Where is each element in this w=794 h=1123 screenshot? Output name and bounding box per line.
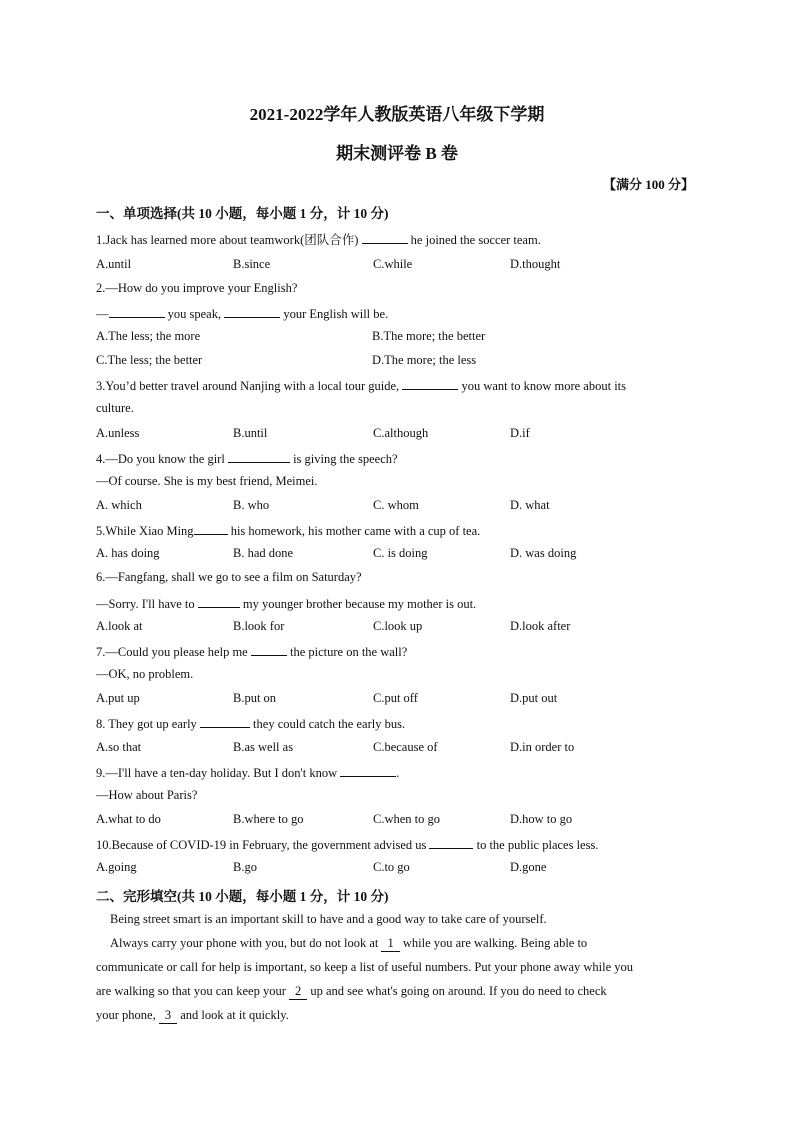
option-b: B. had done	[233, 546, 294, 560]
cloze-paragraph-2-line-4: your phone, 3 and look at it quickly.	[96, 1008, 289, 1022]
question-3-options	[96, 426, 696, 444]
question-2-options-row-1	[96, 329, 696, 347]
cloze-blank-3: 3	[159, 1008, 177, 1024]
option-a: A. which	[96, 498, 142, 512]
option-c: C.to go	[373, 860, 410, 874]
option-d: D. was doing	[510, 546, 577, 560]
option-d: D. what	[510, 498, 550, 512]
question-8: 8. They got up early they could catch the early bus.	[96, 717, 406, 731]
option-b: B.look for	[233, 619, 285, 633]
option-a: A.put up	[96, 691, 140, 705]
question-4-options	[96, 498, 696, 516]
cloze-blank-1: 1	[381, 936, 399, 952]
question-9: 9.—I'll have a ten-day holiday. But I don't know .	[96, 766, 400, 780]
question-4-reply: —Of course. She is my best friend, Meimei.	[96, 474, 318, 488]
answer-blank	[340, 764, 396, 777]
question-9-reply: —How about Paris?	[96, 788, 198, 802]
answer-blank	[228, 450, 290, 463]
option-d: D.how to go	[510, 812, 573, 826]
option-a: A.going	[96, 860, 137, 874]
question-6-line-2: —Sorry. I'll have to my younger brother because my mother is out.	[96, 597, 477, 611]
question-6-options	[96, 619, 696, 637]
option-d: D.thought	[510, 257, 561, 271]
cloze-paragraph-2-line-2: communicate or call for help is important, so keep a list of useful numbers. Put your phone away while you	[96, 960, 634, 974]
question-10-options	[96, 860, 696, 878]
exam-subtitle: 期末测评卷 B 卷	[336, 144, 458, 163]
option-d: D.in order to	[510, 740, 575, 754]
answer-blank	[224, 305, 280, 318]
answer-blank	[194, 522, 228, 535]
option-d: D.gone	[510, 860, 547, 874]
cloze-paragraph-2-line-3: are walking so that you can keep your 2 up and see what's going on around. If you do need to check	[96, 984, 607, 998]
question-3: 3.You’d better travel around Nanjing with a local tour guide, you want to know more about its	[96, 379, 627, 393]
answer-blank	[109, 305, 165, 318]
answer-blank	[429, 836, 473, 849]
section-heading-cloze: 二、完形填空(共 10 小题，每小题 1 分，计 10 分)	[96, 889, 389, 904]
question-2: 2.—How do you improve your English?	[96, 281, 298, 295]
option-b: B.The more; the better	[372, 329, 486, 343]
option-a: A.unless	[96, 426, 140, 440]
question-7-options	[96, 691, 696, 709]
option-b: B. who	[233, 498, 270, 512]
option-d: D.look after	[510, 619, 571, 633]
option-d: D.The more; the less	[372, 353, 477, 367]
option-c: C.look up	[373, 619, 423, 633]
answer-blank	[200, 715, 250, 728]
option-c: C.because of	[373, 740, 438, 754]
option-a: A.The less; the more	[96, 329, 201, 343]
option-a: A.so that	[96, 740, 142, 754]
answer-blank	[362, 231, 408, 244]
option-d: D.put out	[510, 691, 558, 705]
question-7-reply: —OK, no problem.	[96, 667, 194, 681]
option-b: B.as well as	[233, 740, 294, 754]
question-2-line-2: — you speak, your English will be.	[96, 307, 389, 321]
option-a: A.what to do	[96, 812, 161, 826]
answer-blank	[198, 595, 240, 608]
question-9-options	[96, 812, 696, 830]
option-b: B.put on	[233, 691, 277, 705]
cloze-paragraph-2-line-1: Always carry your phone with you, but do not look at 1 while you are walking. Being able to	[110, 936, 588, 950]
option-b: B.since	[233, 257, 271, 271]
option-b: B.until	[233, 426, 268, 440]
question-5: 5.While Xiao Ming his homework, his mother came with a cup of tea.	[96, 524, 481, 538]
option-b: B.where to go	[233, 812, 304, 826]
answer-blank	[402, 377, 458, 390]
option-c: C.put off	[373, 691, 418, 705]
question-7: 7.—Could you please help me the picture on the wall?	[96, 645, 408, 659]
question-10: 10.Because of COVID-19 in February, the government advised us to the public places less.	[96, 838, 599, 852]
option-d: D.if	[510, 426, 530, 440]
section-heading-multiple-choice: 一、单项选择(共 10 小题，每小题 1 分，计 10 分)	[96, 206, 389, 221]
question-3-continued: culture.	[96, 401, 134, 415]
question-6: 6.—Fangfang, shall we go to see a film on Saturday?	[96, 570, 362, 584]
question-8-options	[96, 740, 696, 758]
exam-title: 2021-2022学年人教版英语八年级下学期	[249, 105, 545, 124]
question-1-options	[96, 257, 696, 275]
question-5-options	[96, 546, 696, 564]
cloze-blank-2: 2	[289, 984, 307, 1000]
cloze-paragraph-1: Being street smart is an important skill to have and a good way to take care of yourself.	[110, 912, 547, 926]
answer-blank	[251, 643, 287, 656]
option-c: C.when to go	[373, 812, 441, 826]
option-a: A.until	[96, 257, 132, 271]
option-c: C.while	[373, 257, 413, 271]
full-score-label: 【满分 100 分】	[602, 177, 694, 192]
option-c: C.The less; the better	[96, 353, 203, 367]
question-2-options-row-2	[96, 353, 696, 371]
option-c: C. is doing	[373, 546, 428, 560]
option-a: A. has doing	[96, 546, 160, 560]
option-c: C. whom	[373, 498, 419, 512]
option-c: C.although	[373, 426, 429, 440]
option-b: B.go	[233, 860, 257, 874]
question-1: 1.Jack has learned more about teamwork(团队合作) he joined the soccer team.	[96, 233, 541, 247]
option-a: A.look at	[96, 619, 143, 633]
question-4: 4.—Do you know the girl is giving the speech?	[96, 452, 398, 466]
